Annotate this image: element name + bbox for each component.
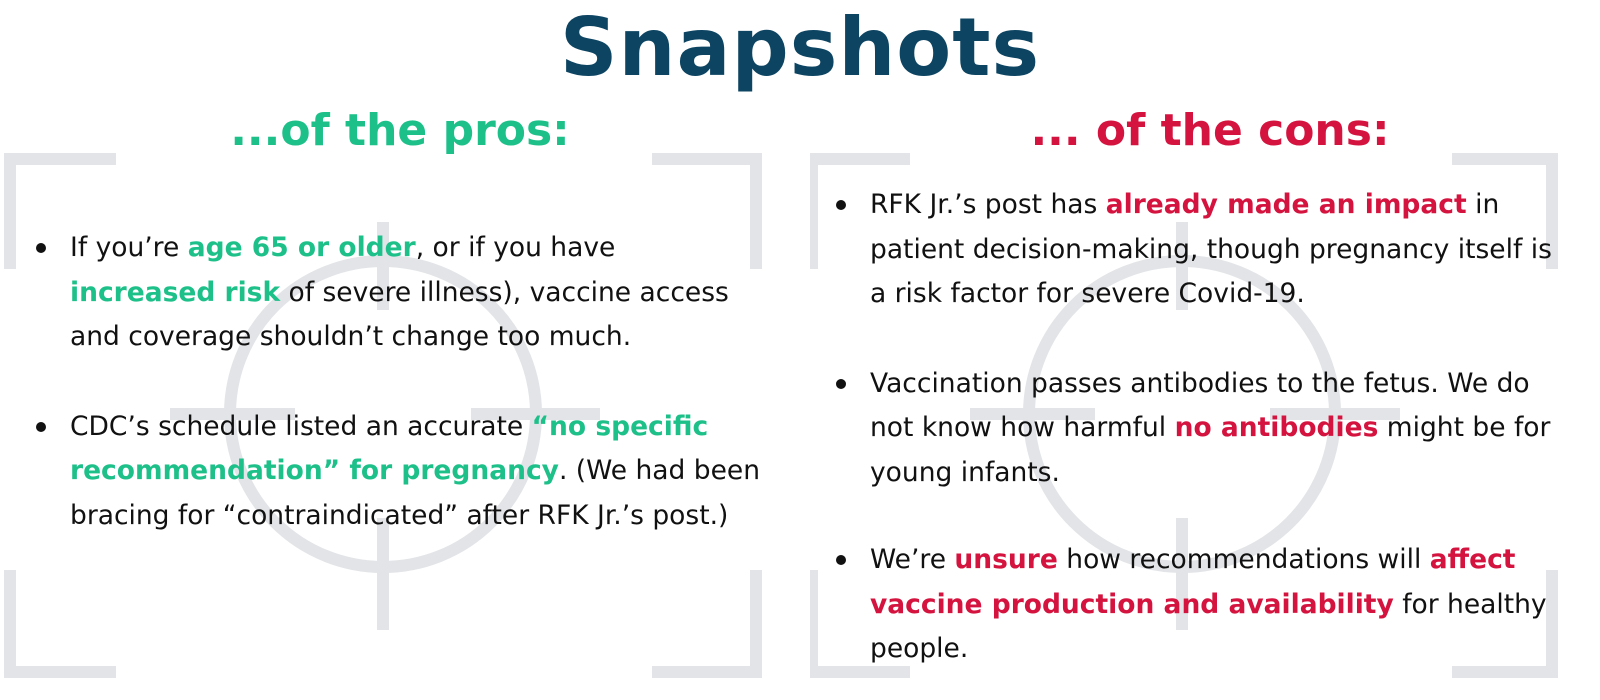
- pros-bullet-list: [30, 226, 765, 538]
- bullet-dot: [836, 555, 846, 565]
- cons-bullet: [830, 183, 1570, 317]
- cons-bullet-3-text-3: for healthy people.: [870, 588, 1547, 664]
- pros-bullet-2-highlight-1: “no specific recommendation” for pregnancy: [70, 410, 709, 486]
- page-title: Snapshots: [559, 1, 1041, 94]
- bullet-dot: [36, 243, 46, 253]
- cons-bullet-2-text-1: Vaccination passes antibodies to the fetus. We do not know how harmful: [870, 367, 1530, 443]
- cons-bullet-1-text-1: RFK Jr.’s post has: [870, 189, 1106, 220]
- bullet-dot: [836, 379, 846, 389]
- cons-bullet-2-text-2: might be for young infants.: [870, 412, 1551, 488]
- cons-bullet-3-text-1: We’re: [870, 544, 955, 575]
- pros-bullet-2-text-1: CDC’s schedule listed an accurate: [70, 410, 532, 442]
- pros-bullet-1-text-2: , or if you have: [415, 232, 616, 263]
- cons-bullet-3-highlight-2: affect vaccine production and availability: [870, 544, 1516, 620]
- pros-bullet-1-text-1: If you’re: [70, 232, 188, 263]
- cons-bullet-1-text-2: in patient decision-making, though pregnancy itself is a risk factor for severe Covid-19.: [870, 189, 1552, 309]
- cons-bullet-1-highlight-1: already made an impact: [1105, 189, 1467, 220]
- cons-bullet-list: [830, 183, 1570, 672]
- pros-bullet-1-highlight-1: age 65 or older: [187, 232, 416, 263]
- pros-bullet-1-highlight-2: increased risk: [70, 276, 281, 308]
- cons-bullet: [830, 538, 1570, 672]
- cons-heading: ... of the cons:: [1030, 105, 1390, 156]
- cons-bullet-2-highlight-1: no antibodies: [1174, 412, 1379, 443]
- cons-bullet-3-text-2: how recommendations will: [1057, 544, 1430, 575]
- pros-bullet: [30, 405, 765, 539]
- cons-bullet-3-highlight-1: unsure: [954, 544, 1058, 575]
- bullet-dot: [36, 422, 46, 432]
- pros-bullet-2-text-2: . (We had been bracing for “contraindicated” after RFK Jr.’s post.): [70, 455, 761, 531]
- pros-bullet-1-text-3: of severe illness), vaccine access and coverage shouldn’t change too much.: [70, 276, 729, 352]
- pros-heading: ...of the pros:: [230, 105, 570, 156]
- cons-bullet: [830, 362, 1570, 496]
- pros-bullet: [30, 226, 765, 360]
- bullet-dot: [836, 200, 846, 210]
